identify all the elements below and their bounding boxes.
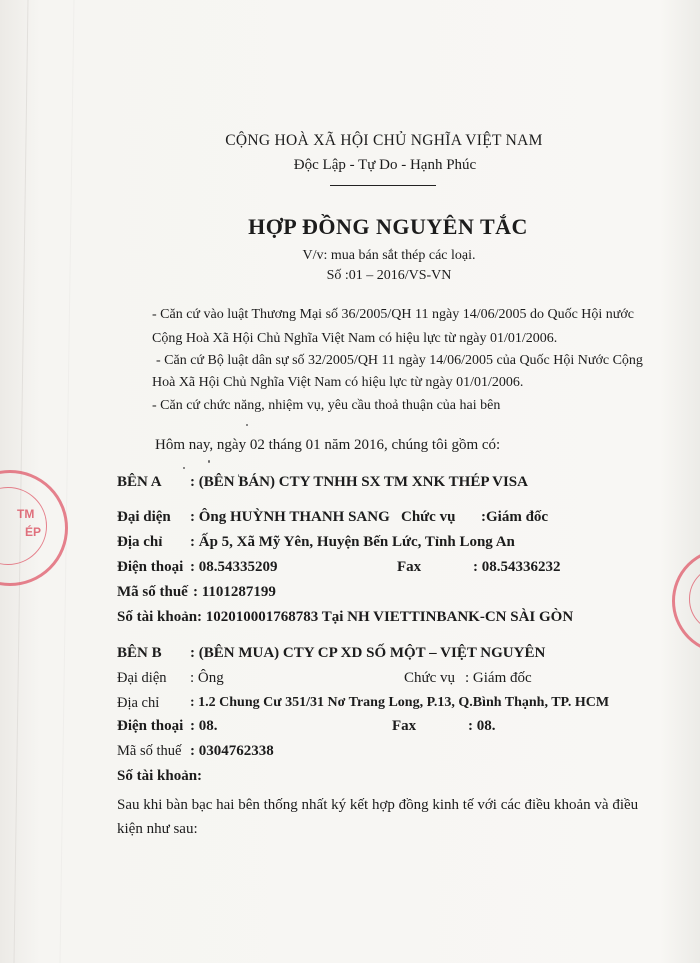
party-a-label: BÊN A xyxy=(117,474,162,490)
document-subject: V/v: mua bán sắt thép các loại. xyxy=(302,248,476,263)
seal-text-line2: ÉP xyxy=(25,525,42,539)
republic-header: CỘNG HOÀ XÃ HỘI CHỦ NGHĨA VIỆT NAM xyxy=(225,132,543,149)
party-b-phone-label: Điện thoại xyxy=(117,718,184,734)
document-number: Số :01 – 2016/VS-VN xyxy=(326,268,452,283)
header-divider xyxy=(330,185,436,186)
speck-mark xyxy=(246,424,248,426)
speck-mark xyxy=(208,460,210,463)
speck-mark xyxy=(183,467,185,469)
party-a-position-value: :Giám đốc xyxy=(481,509,549,525)
party-a-tax-value: : 1101287199 xyxy=(193,584,276,600)
party-b-phone-value: : 08. xyxy=(190,718,218,734)
party-b-account-label: Số tài khoản: xyxy=(117,768,203,784)
seal-text-line1: TM xyxy=(17,507,35,521)
preamble-line: - Căn cứ vào luật Thương Mại số 36/2005/QH 11 ngày 14/06/2005 do Quốc Hội nước xyxy=(152,307,635,322)
party-a-tax-label: Mã số thuế xyxy=(117,584,188,600)
closing-line: Sau khi bàn bạc hai bên thống nhất ký kết hợp đồng kinh tế với các điều khoản và điều xyxy=(117,797,639,813)
party-a-address-label: Địa chỉ xyxy=(117,534,163,550)
party-b-address-value: : 1.2 Chung Cư 351/31 Nơ Trang Long, P.13, Q.Bình Thạnh, TP. HCM xyxy=(190,695,610,710)
party-a-fax-label: Fax xyxy=(397,559,422,575)
motto: Độc Lập - Tự Do - Hạnh Phúc xyxy=(293,157,477,173)
party-b-tax-value: : 0304762338 xyxy=(190,743,274,759)
party-a-rep-value: : Ông HUỲNH THANH SANG xyxy=(190,509,390,525)
party-a-fax-value: : 08.54336232 xyxy=(473,559,561,575)
preamble-line: Cộng Hoà Xã Hội Chủ Nghĩa Việt Nam có hiệu lực từ ngày 01/01/2006. xyxy=(152,331,558,346)
party-b-fax-label: Fax xyxy=(392,718,417,734)
party-b-tax-label: Mã số thuế xyxy=(117,743,182,759)
party-a-address-value: : Ấp 5, Xã Mỹ Yên, Huyện Bến Lức, Tỉnh Long An xyxy=(190,534,515,550)
party-b-name: : (BÊN MUA) CTY CP XD SỐ MỘT – VIỆT NGUYÊN xyxy=(190,645,546,661)
party-a-phone-label: Điện thoại xyxy=(117,559,184,575)
document-title: HỢP ĐỒNG NGUYÊN TẮC xyxy=(248,214,528,239)
party-b-position-value: : Giám đốc xyxy=(465,670,532,686)
preamble-line: - Căn cứ chức năng, nhiệm vụ, yêu cầu thoả thuận của hai bên xyxy=(152,398,501,413)
preamble-line: Hoà Xã Hội Chủ Nghĩa Việt Nam có hiệu lực từ ngày 01/01/2006. xyxy=(152,375,524,390)
party-a-rep-label: Đại diện xyxy=(117,509,171,525)
party-b-rep-label: Đại diện xyxy=(117,670,167,686)
date-statement: Hôm nay, ngày 02 tháng 01 năm 2016, chúng tôi gồm có: xyxy=(155,437,501,453)
party-a-account-label: Số tài khoản xyxy=(117,609,198,625)
party-b-rep-value: : Ông xyxy=(190,670,224,686)
party-a-phone-value: : 08.54335209 xyxy=(190,559,278,575)
party-b-address-label: Địa chỉ xyxy=(117,695,160,711)
party-a-position-label: Chức vụ xyxy=(401,509,456,525)
party-a-name: : (BÊN BÁN) CTY TNHH SX TM XNK THÉP VISA xyxy=(190,474,528,490)
closing-line: kiện như sau: xyxy=(117,821,198,837)
preamble-line: - Căn cứ Bộ luật dân sự số 32/2005/QH 11 ngày 14/06/2005 của Quốc Hội Nước Cộng xyxy=(156,353,643,368)
party-a-account-value: : 102010001768783 Tại NH VIETTINBANK-CN SÀI GÒN xyxy=(197,609,574,625)
party-b-label: BÊN B xyxy=(117,645,162,661)
party-b-fax-value: : 08. xyxy=(468,718,496,734)
party-b-position-label: Chức vụ xyxy=(404,670,456,686)
